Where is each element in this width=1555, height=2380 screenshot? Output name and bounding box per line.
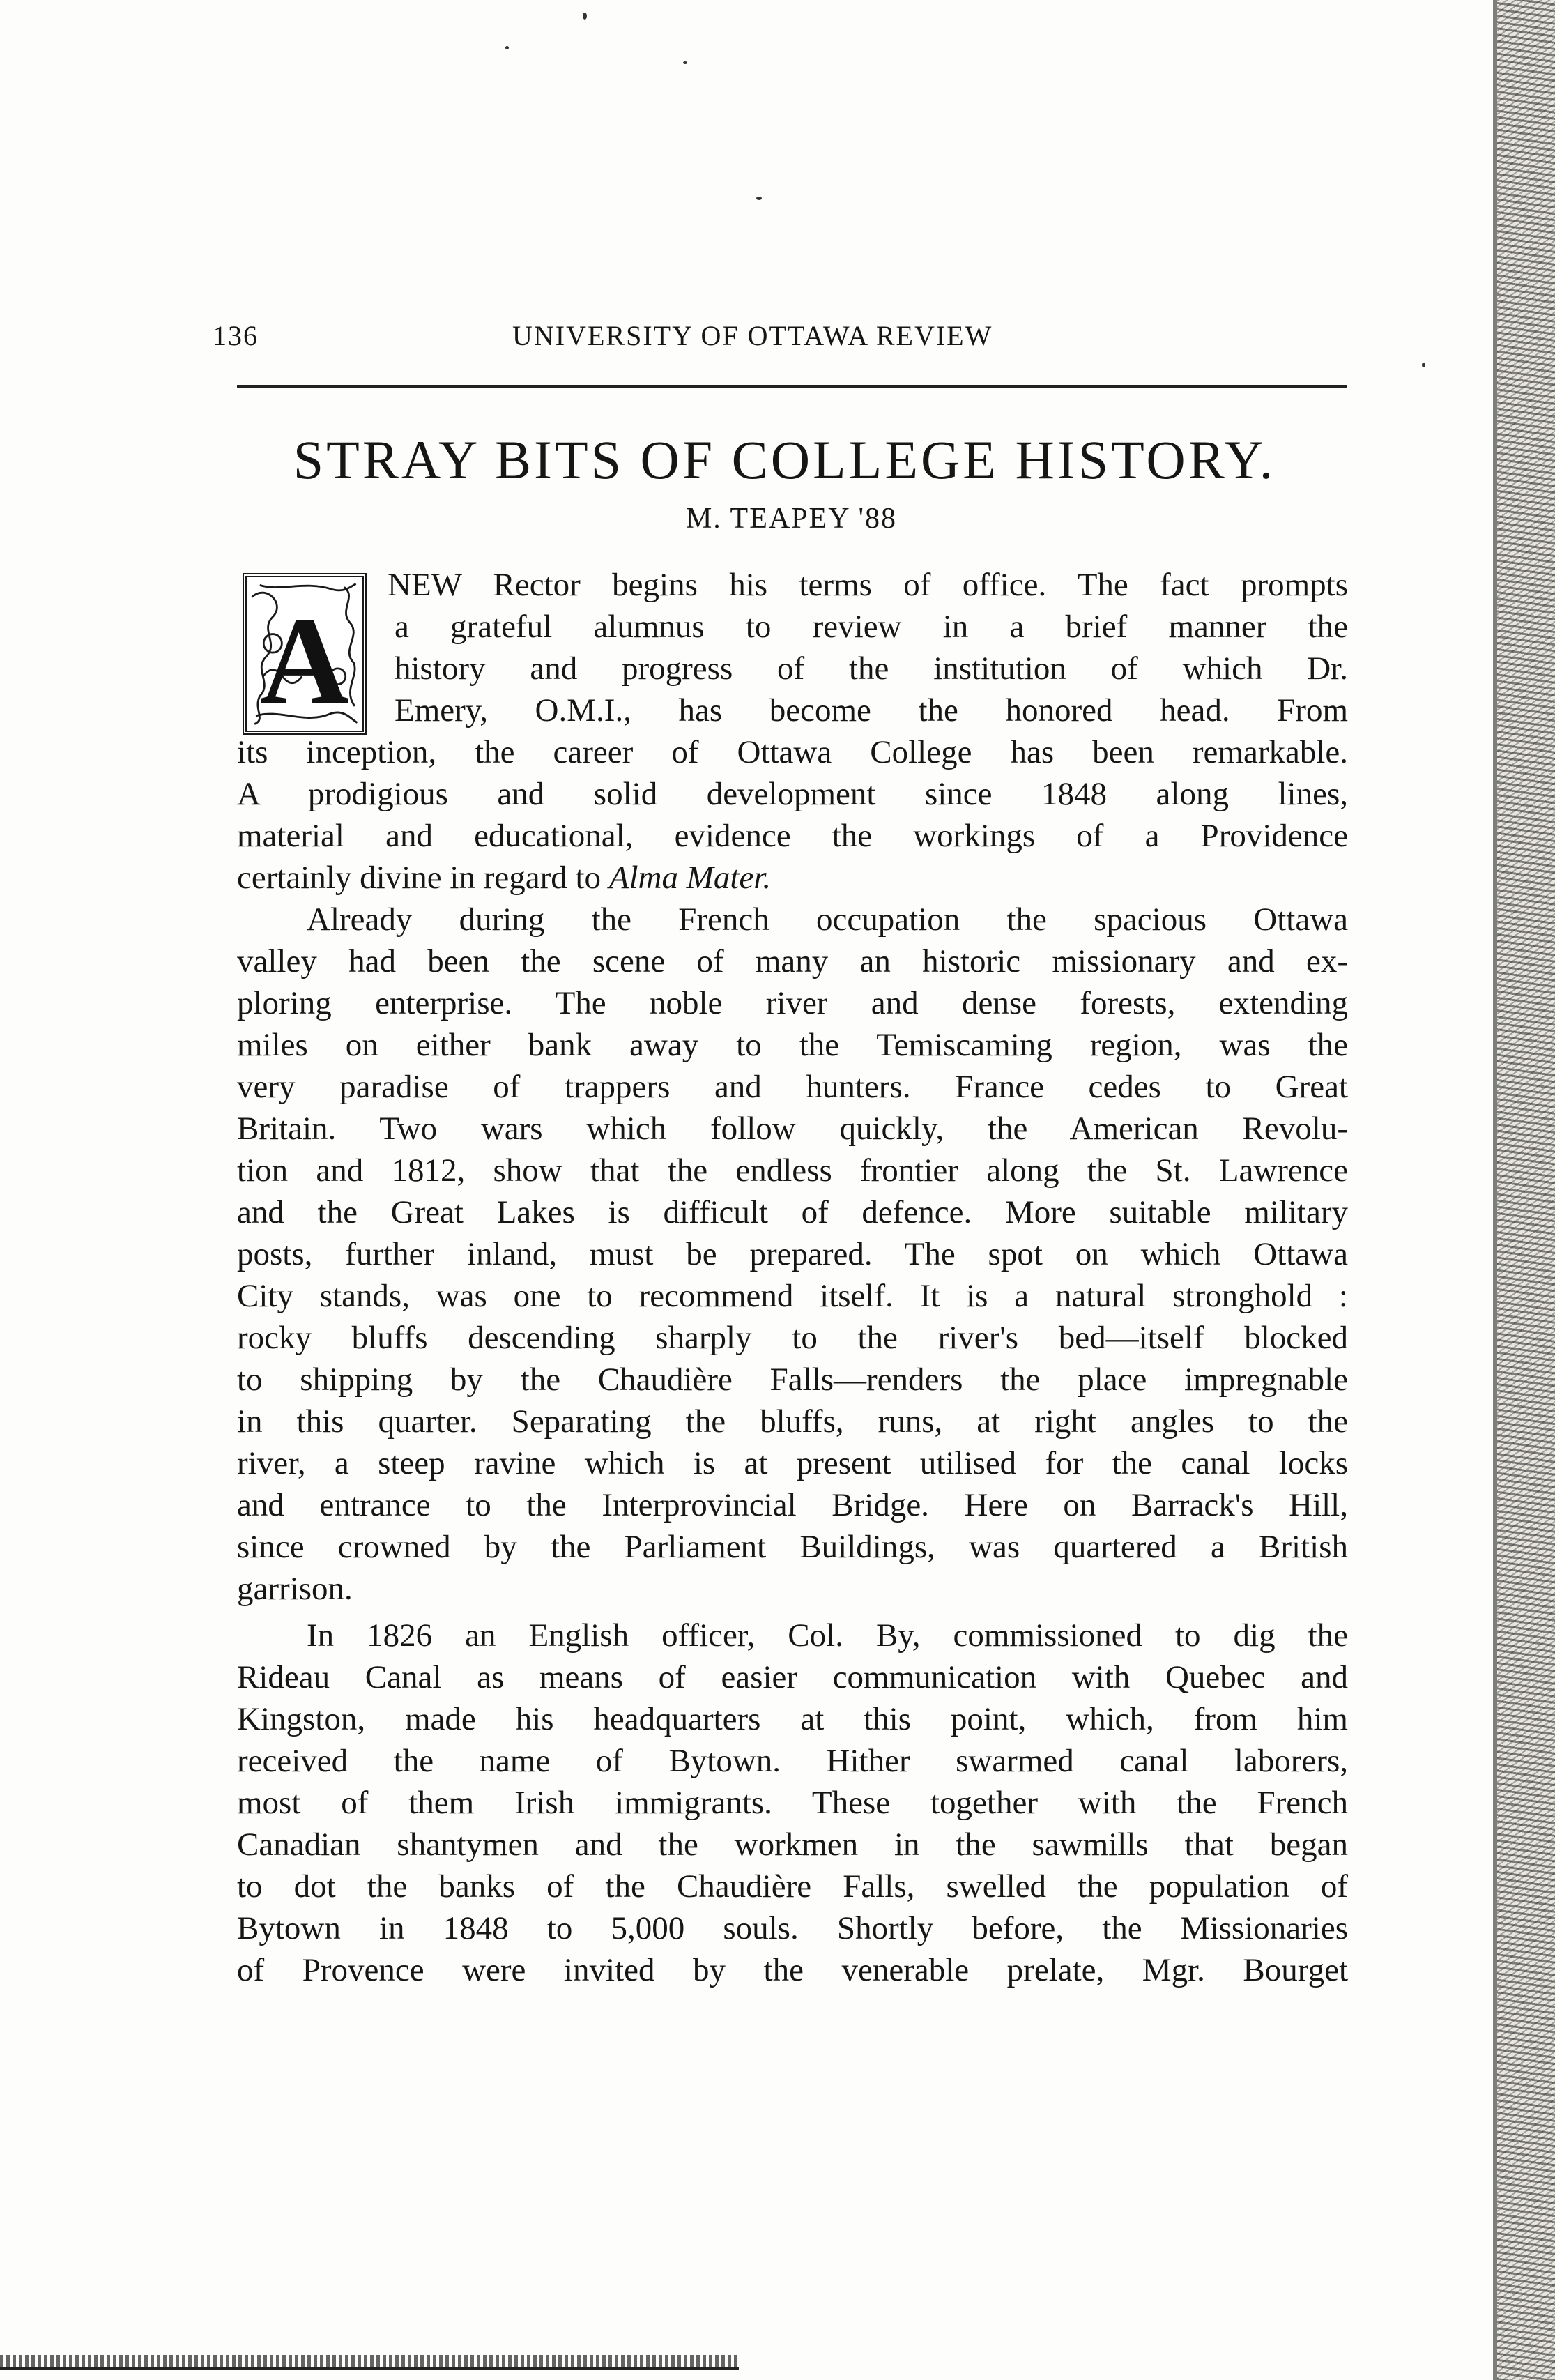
text-line: to shipping by the Chaudière Falls—renders the place impregnable — [237, 1361, 1348, 1398]
drop-cap-letter: A — [260, 590, 349, 731]
text-line: in this quarter. Separating the bluffs, runs, at right angles to the — [237, 1403, 1348, 1440]
text-line: most of them Irish immigrants. These together with the French — [237, 1785, 1348, 1821]
text-line: posts, further inland, must be prepared. The spot on which Ottawa — [237, 1236, 1348, 1272]
article-byline: M. TEAPEY '88 — [685, 503, 898, 535]
text-line: miles on either bank away to the Temiscaming region, was the — [237, 1027, 1348, 1063]
text-line: and the Great Lakes is difficult of defence. More suitable military — [237, 1194, 1348, 1230]
text-line: of Provence were invited by the venerable prelate, Mgr. Bourget — [237, 1952, 1348, 1988]
text-line: City stands, was one to recommend itself. It is a natural stronghold : — [237, 1278, 1348, 1314]
text-line — [237, 857, 1348, 899]
running-head — [213, 319, 1349, 361]
drop-cap-ornament — [247, 577, 362, 731]
scan-speck — [1422, 363, 1425, 367]
scan-speck — [583, 13, 587, 20]
scan-speck — [683, 61, 687, 64]
text-line: since crowned by the Parliament Buildings, was quartered a British — [237, 1529, 1348, 1565]
text-line: A prodigious and solid development since 1848 along lines, — [237, 776, 1348, 812]
italic-phrase: Alma Mater. — [608, 860, 772, 896]
text-line: and entrance to the Interprovincial Bridge. Here on Barrack's Hill, — [237, 1487, 1348, 1523]
text-line-lead: certainly divine in regard to — [237, 860, 602, 896]
scan-edge-artifact — [1497, 0, 1555, 2380]
scan-speck — [756, 197, 762, 200]
text-line: Already during the French occupation the spacious Ottawa — [307, 901, 1348, 938]
text-line: rocky bluffs descending sharply to the river's bed—itself blocked — [237, 1320, 1348, 1356]
text-line: tion and 1812, show that the endless frontier along the St. Lawrence — [237, 1152, 1348, 1189]
scan-speck — [505, 46, 509, 49]
header-rule — [237, 385, 1347, 388]
text-line: valley had been the scene of many an historic missionary and ex- — [237, 943, 1348, 979]
text-line: Canadian shantymen and the workmen in the sawmills that began — [237, 1826, 1348, 1863]
text-line: Emery, O.M.I., has become the honored head. From — [395, 692, 1348, 729]
journal-title: UNIVERSITY OF OTTAWA REVIEW — [512, 320, 993, 351]
text-line: garrison. — [237, 1571, 353, 1607]
text-line: Kingston, made his headquarters at this point, which, from him — [237, 1701, 1348, 1737]
text-line: history and progress of the institution of which Dr. — [395, 650, 1348, 687]
text-line: its inception, the career of Ottawa College has been remarkable. — [237, 734, 1348, 770]
text-line: a grateful alumnus to review in a brief manner the — [395, 609, 1348, 645]
text-line: very paradise of trappers and hunters. France cedes to Great — [237, 1069, 1348, 1105]
article-title: STRAY BITS OF COLLEGE HISTORY. — [293, 429, 1276, 490]
page-number: 136 — [213, 320, 259, 351]
text-line: Bytown in 1848 to 5,000 souls. Shortly before, the Missionaries — [237, 1910, 1348, 1946]
text-line: material and educational, evidence the workings of a Providence — [237, 818, 1348, 854]
text-line: Britain. Two wars which follow quickly, the American Revolu- — [237, 1111, 1348, 1147]
text-line: ploring enterprise. The noble river and dense forests, extending — [237, 985, 1348, 1021]
ornamental-drop-cap — [243, 573, 367, 735]
text-line: river, a steep ravine which is at present utilised for the canal locks — [237, 1445, 1348, 1481]
text-line: to dot the banks of the Chaudière Falls, swelled the population of — [237, 1868, 1348, 1905]
text-line: NEW Rector begins his terms of office. The fact prompts — [388, 567, 1348, 603]
scan-bottom-rule — [0, 2367, 739, 2370]
text-line: received the name of Bytown. Hither swarmed canal laborers, — [237, 1743, 1348, 1779]
text-line: In 1826 an English officer, Col. By, commissioned to dig the — [307, 1617, 1348, 1654]
text-line: Rideau Canal as means of easier communication with Quebec and — [237, 1659, 1348, 1695]
